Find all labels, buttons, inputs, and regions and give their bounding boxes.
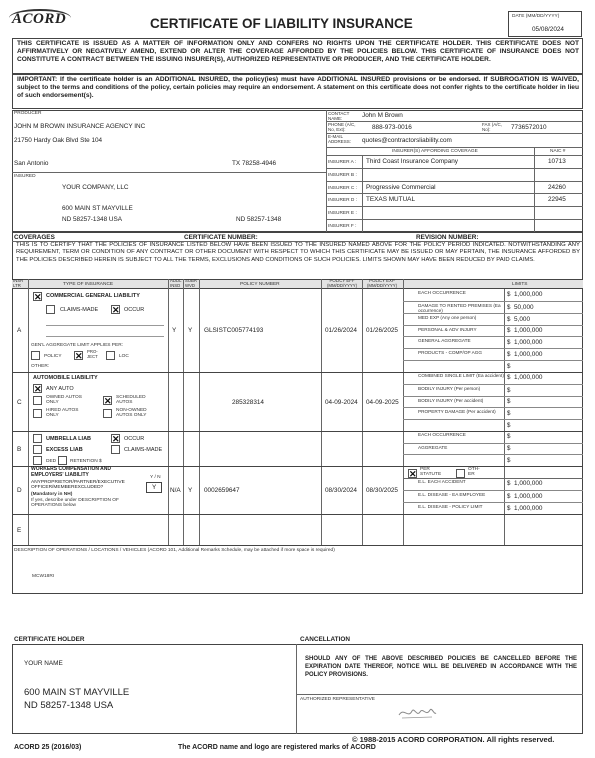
- col-exp: POLICY EXP (MM/DD/YYYY): [366, 278, 398, 288]
- description-text: MCW18RI: [32, 574, 55, 579]
- ded-label: DED: [46, 459, 57, 464]
- auto-policy-number: 285328314: [232, 399, 264, 406]
- contact-email-label: E-MAIL ADDRESS:: [328, 134, 352, 144]
- limit-label: AGGREGATE: [418, 444, 448, 450]
- limit-row: [403, 384, 583, 396]
- insurer-name: TEXAS MUTUAL: [366, 196, 416, 204]
- wc-answer: Y: [152, 484, 157, 491]
- limit-value: 1,000,000: [514, 505, 543, 512]
- limit-dollar-sign: $: [507, 480, 511, 487]
- trademark-notice: The ACORD name and logo are registered marks of ACORD: [178, 744, 376, 751]
- insurer-row: [326, 193, 583, 206]
- holder-name: YOUR NAME: [24, 660, 63, 667]
- acord-logo-mark: [9, 9, 71, 27]
- holder-city: ND 58257-1348 USA: [24, 700, 114, 711]
- insured-city: ND 58257-1348 USA: [62, 216, 123, 223]
- insurer-row: [326, 181, 583, 194]
- auto-insurer-letter: C: [17, 399, 22, 406]
- limit-label: GENERAL AGGREGATE: [418, 338, 471, 344]
- limit-label: EACH OCCURRENCE: [418, 290, 466, 295]
- acord-logo: ACORD: [12, 11, 67, 27]
- wc-limits: [403, 478, 583, 514]
- gl-blank-line-1: [46, 325, 164, 326]
- naic-label: NAIC #: [550, 149, 566, 154]
- col-line-4: [199, 279, 200, 545]
- limit-dollar-sign: $: [507, 410, 511, 418]
- limit-row: [403, 360, 583, 372]
- limit-label: PROPERTY DAMAGE (Per accident): [418, 409, 496, 415]
- wc-addl: N/A: [170, 487, 181, 494]
- retention-label: RETENTION $: [70, 459, 102, 464]
- any-auto-label: ANY AUTO: [46, 386, 74, 392]
- policy-checkbox[interactable]: [31, 351, 40, 360]
- copyright: © 1988-2015 ACORD CORPORATION. All rights reserved.: [352, 735, 555, 744]
- insurer-naic: 24260: [548, 183, 566, 191]
- limit-row: [403, 348, 583, 360]
- owned-autos-label: OWNED AUTOS ONLY: [46, 395, 82, 406]
- hired-autos-checkbox[interactable]: [33, 409, 42, 418]
- contact-rule-2: [326, 133, 583, 134]
- col-policy: POLICY NUMBER: [240, 282, 280, 287]
- excess-liab-checkbox[interactable]: [33, 445, 42, 454]
- description-label: DESCRIPTION OF OPERATIONS / LOCATIONS / VEHICLES (ACORD 101, Additional Remarks Schedule, may be attached if more space is required): [14, 548, 335, 553]
- insurer-label: INSURER D :: [328, 198, 358, 204]
- insured-name: YOUR COMPANY, LLC: [62, 184, 129, 191]
- col-subr: SUBR WVD: [185, 278, 197, 288]
- insured-state-zip: ND 58257-1348: [236, 216, 282, 223]
- limit-dollar-sign: $: [507, 363, 511, 371]
- insurer-naic: 22945: [548, 196, 566, 204]
- row-sep-wc: [12, 514, 583, 515]
- e-insurer-letter: E: [17, 527, 22, 534]
- wc-yn-label: Y / N: [150, 475, 161, 480]
- notice-text-2: IMPORTANT: If the certificate holder is an ADDITIONAL INSURED, the policy(ies) must have ADDITIONAL INSURED provisions or be endorsed. If SUBROGATION IS WAIVED, subject to the terms and conditions of the policy, certain policies may require an endorsement. A statement on this certificate does not confer rights to the certificate holder in lieu of such endorsement(s).: [17, 76, 579, 99]
- limit-row: [403, 454, 583, 466]
- limit-row: [403, 502, 583, 514]
- revision-number-label: REVISION NUMBER:: [416, 234, 479, 241]
- occur-checkbox[interactable]: ✕: [112, 305, 120, 315]
- authorized-rep-label: AUTHORIZED REPRESENTATIVE: [300, 697, 375, 702]
- loc-label: LOC: [119, 354, 129, 359]
- gl-limits: [403, 289, 583, 372]
- auto-title: AUTOMOBILE LIABILITY: [33, 375, 98, 381]
- col-limits: LIMITS: [512, 282, 528, 287]
- limit-dollar-sign: $: [507, 327, 511, 335]
- limit-value: 1,000,000: [514, 351, 543, 359]
- limit-dollar-sign: $: [507, 351, 511, 359]
- limit-row: [403, 419, 583, 431]
- contact-email: quotes@contractorsliability.com: [362, 137, 452, 144]
- limit-row: [403, 490, 583, 502]
- umbrella-claims-made-checkbox[interactable]: [111, 445, 120, 454]
- producer-state-zip: TX 78258-4946: [232, 160, 277, 167]
- insurer-name: Third Coast Insurance Company: [366, 158, 458, 165]
- col-line-3: [183, 279, 184, 545]
- limit-dollar-sign: $: [507, 386, 511, 394]
- gl-insurer-letter: A: [17, 327, 22, 334]
- signature-image: [396, 701, 438, 723]
- insured-label: INSURED: [14, 174, 36, 179]
- limit-dollar-sign: $: [507, 303, 511, 311]
- limit-row: [403, 396, 583, 408]
- ded-checkbox[interactable]: [33, 456, 42, 465]
- coverages-notice: THIS IS TO CERTIFY THAT THE POLICIES OF INSURANCE LISTED BELOW HAVE BEEN ISSUED TO THE INSURED NAMED ABOVE FOR THE POLICY PERIOD INDICATED. NOTWITHSTANDING ANY REQUIREMENT, TERM OR CONDITION OF ANY CONTRACT OR OTHER DOCUMENT WITH RESPECT TO WHICH THIS CERTIFICATE MAY BE ISSUED OR MAY PERTAIN, THE INSURANCE AFFORDED BY THE POLICIES DESCRIBED HEREIN IS SUBJECT TO ALL THE TERMS, EXCLUSIONS AND CONDITIONS OF SUCH POLICIES. LIMITS SHOWN MAY HAVE BEEN REDUCED BY PAID CLAIMS.: [16, 242, 580, 263]
- limit-row: [403, 289, 583, 301]
- oth-er-checkbox[interactable]: [456, 469, 465, 478]
- wc-eff: 08/30/2024: [325, 487, 357, 494]
- auto-eff: 04-09-2024: [325, 399, 358, 406]
- limit-value: 1,000,000: [514, 339, 543, 347]
- limit-dollar-sign: $: [507, 493, 511, 500]
- occur-label: OCCUR: [124, 307, 145, 313]
- limit-label: COMBINED SINGLE LIMIT (Ea accident): [418, 373, 504, 378]
- col-line-1: [28, 279, 29, 545]
- cancellation-text: SHOULD ANY OF THE ABOVE DESCRIBED POLICIES BE CANCELLED BEFORE THE EXPIRATION DATE THEREOF, NOTICE WILL BE DELIVERED IN ACCORDANCE WITH THE POLICY PROVISIONS.: [305, 656, 577, 678]
- date-value: 05/08/2024: [532, 26, 564, 33]
- limit-dollar-sign: $: [507, 315, 511, 323]
- limit-row: [403, 372, 583, 384]
- limit-dollar-sign: $: [507, 398, 511, 406]
- producer-street: 21750 Hardy Oak Blvd Ste 104: [14, 137, 103, 144]
- insurer-row: [326, 219, 583, 232]
- insurer-label: INSURER E :: [328, 211, 357, 217]
- cancellation-title: CANCELLATION: [300, 636, 350, 643]
- limit-label: BODILY INJURY (Per accident): [418, 397, 484, 403]
- gl-other-label: OTHER:: [31, 364, 50, 369]
- per-statute-label: PER STATUTE: [420, 467, 442, 478]
- certificate-title: CERTIFICATE OF LIABILITY INSURANCE: [150, 16, 413, 31]
- col-line-2: [168, 279, 169, 545]
- form-number: ACORD 25 (2016/03): [14, 744, 82, 751]
- any-auto-checkbox[interactable]: ✕: [34, 384, 42, 394]
- insurer-label: INSURER B :: [328, 172, 357, 178]
- insurer-row: [326, 168, 583, 181]
- limit-value: 1,000,000: [514, 493, 543, 500]
- wc-question: ANYPROPRIETOR/PARTNER/EXECUTIVE OFFICER/MEMBEREXCLUDED?: [31, 480, 125, 491]
- limit-dollar-sign: $: [507, 457, 511, 465]
- certificate-holder-title: CERTIFICATE HOLDER: [14, 636, 85, 643]
- holder-street: 600 MAIN ST MAYVILLE: [24, 687, 130, 698]
- wc-mandatory: (Mandatory in NH): [31, 492, 73, 497]
- insurer-row: [326, 206, 583, 219]
- hired-autos-label: HIRED AUTOS ONLY: [46, 408, 79, 419]
- holder-cancellation-divider: [296, 644, 297, 734]
- non-owned-autos-checkbox[interactable]: [103, 409, 112, 418]
- wc-exp: 08/30/2025: [366, 487, 398, 494]
- limit-dollar-sign: $: [507, 445, 511, 453]
- umbrella-occur-checkbox[interactable]: ✕: [112, 434, 120, 444]
- umbrella-insurer-letter: B: [17, 446, 22, 453]
- auto-exp: 04-09-2025: [366, 399, 399, 406]
- producer-name: JOHN M BROWN INSURANCE AGENCY INC: [14, 123, 146, 130]
- gl-eff: 01/26/2024: [325, 327, 357, 334]
- limit-label: PERSONAL & ADV INJURY: [418, 326, 477, 332]
- gl-blank-line-2: [46, 336, 164, 337]
- limit-label: E.L. EACH ACCIDENT: [418, 479, 466, 484]
- col-line-5: [321, 279, 322, 545]
- limit-dollar-sign: $: [507, 339, 511, 347]
- per-statute-checkbox[interactable]: ✕: [409, 469, 417, 479]
- contact-name: John M Brown: [362, 112, 403, 119]
- col-line-6: [362, 279, 363, 545]
- limit-label: E.L. DISEASE - EA EMPLOYEE: [418, 492, 486, 497]
- scheduled-autos-label: SCHEDULED AUTOS: [116, 395, 146, 406]
- insurer-label: INSURER F :: [328, 224, 357, 229]
- contact-rule-1: [326, 121, 583, 122]
- limit-row: [403, 313, 583, 325]
- producer-insured-divider: [12, 172, 326, 173]
- limit-label: EACH OCCURRENCE: [418, 432, 466, 437]
- limit-row: [403, 478, 583, 490]
- col-eff: POLICY EFF (MM/DD/YYYY): [326, 278, 358, 288]
- wc-title: WORKERS COMPENSATION AND EMPLOYERS' LIABILITY: [31, 466, 111, 478]
- gl-title: COMMERCIAL GENERAL LIABILITY: [46, 293, 140, 299]
- insurer-name: Progressive Commercial: [366, 183, 436, 191]
- limit-value: 1,000,000: [514, 373, 543, 381]
- contact-fax-label: FAX (A/C, No):: [482, 122, 503, 132]
- gl-policy-number: GLSISTC005774193: [204, 327, 264, 334]
- insurers-header: INSURER(S) AFFORDING COVERAGE: [392, 149, 478, 154]
- limit-row: [403, 407, 583, 419]
- limit-label: E.L. DISEASE - POLICY LIMIT: [418, 504, 483, 509]
- umbrella-limits: [403, 431, 583, 466]
- contact-fax: 7736572010: [511, 124, 547, 131]
- gl-addl: Y: [172, 327, 177, 334]
- limit-row: [403, 443, 583, 455]
- limit-dollar-sign: $: [507, 432, 511, 440]
- owned-autos-checkbox[interactable]: [33, 396, 42, 405]
- wc-policy-number: 0002659647: [204, 487, 240, 494]
- row-sep-e: [12, 545, 583, 546]
- contact-name-label: CONTACT NAME:: [328, 111, 350, 121]
- certificate-number-label: CERTIFICATE NUMBER:: [184, 234, 258, 241]
- col-insr-ltr: INSR LTR: [13, 278, 24, 288]
- insurer-row: [326, 155, 583, 168]
- umbrella-occur-label: OCCUR: [124, 436, 145, 442]
- limit-label: PRODUCTS - COMP/OP AGG: [418, 350, 482, 356]
- wc-subr: Y: [188, 487, 193, 494]
- contact-phone-label: PHONE (A/C, No, Ext):: [328, 122, 356, 132]
- limit-dollar-sign: $: [507, 505, 511, 512]
- gl-checkbox[interactable]: ✕: [34, 292, 42, 302]
- col-addl: ADDL INSD: [170, 278, 182, 288]
- claims-made-label: CLAIMS-MADE: [60, 307, 99, 313]
- contact-rule-3: [326, 147, 583, 148]
- limit-row: [403, 431, 583, 443]
- col-type: TYPE OF INSURANCE: [63, 282, 114, 287]
- limit-row: [403, 336, 583, 348]
- retention-checkbox[interactable]: [58, 456, 67, 465]
- limit-value: 1,000,000: [514, 327, 543, 335]
- coverages-title: COVERAGES: [14, 234, 55, 241]
- limit-label: BODILY INJURY (Per person): [418, 385, 481, 391]
- producer-label: PRODUCER: [14, 111, 42, 116]
- loc-checkbox[interactable]: [106, 351, 115, 360]
- auto-limits: [403, 372, 583, 431]
- insurer-label: INSURER A :: [328, 160, 357, 165]
- excess-liab-label: EXCESS LIAB: [46, 447, 83, 453]
- policy-label: POLICY: [44, 354, 62, 359]
- limit-value: 1,000,000: [514, 290, 543, 298]
- insured-street: 600 MAIN ST MAYVILLE: [62, 205, 133, 212]
- limit-value: 1,000,000: [514, 480, 543, 487]
- auth-rep-rule: [296, 694, 583, 695]
- notice-text-1: THIS CERTIFICATE IS ISSUED AS A MATTER OF INFORMATION ONLY AND CONFERS NO RIGHTS UPON THE CERTIFICATE HOLDER. THIS CERTIFICATE DOES NOT AFFIRMATIVELY OR NEGATIVELY AMEND, EXTEND OR ALTER THE COVERAGE AFFORDED BY THE POLICIES BELOW. THIS CERTIFICATE OF INSURANCE DOES NOT CONSTITUTE A CONTRACT BETWEEN THE ISSUING INSURER(S), AUTHORIZED REPRESENTATIVE OR PRODUCER, AND THE CERTIFICATE HOLDER.: [17, 40, 579, 63]
- limit-row: [403, 301, 583, 313]
- limit-label: MED EXP (Any one person): [418, 314, 477, 320]
- insurer-naic: 10713: [548, 158, 566, 165]
- limit-dollar-sign: $: [507, 290, 511, 298]
- gl-agg-label: GEN'L AGGREGATE LIMIT APPLIES PER:: [31, 343, 123, 348]
- limit-dollar-sign: $: [507, 422, 511, 430]
- date-label: DATE (MM/DD/YYYY): [512, 14, 560, 19]
- limit-row: [403, 325, 583, 337]
- scheduled-autos-checkbox[interactable]: ✕: [104, 396, 112, 406]
- insurer-label: INSURER C :: [328, 185, 358, 191]
- umbrella-claims-made-label: CLAIMS-MADE: [124, 447, 163, 453]
- limit-label: DAMAGE TO RENTED PREMISES (Ea occurrence): [418, 302, 501, 313]
- umbrella-liab-label: UMBRELLA LIAB: [46, 436, 92, 442]
- gl-exp: 01/26/2025: [366, 327, 398, 334]
- oth-er-label: OTH-ER: [468, 467, 480, 478]
- umbrella-liab-checkbox[interactable]: [33, 434, 42, 443]
- project-checkbox[interactable]: ✕: [75, 351, 83, 361]
- gl-subr: Y: [188, 327, 193, 334]
- non-owned-autos-label: NON-OWNED AUTOS ONLY: [116, 408, 147, 419]
- limit-value: 50,000: [514, 303, 534, 311]
- limit-value: 5,000: [514, 315, 530, 323]
- limit-dollar-sign: $: [507, 373, 511, 381]
- project-label: PRO-JECT: [87, 349, 98, 359]
- producer-city: San Antonio: [14, 160, 49, 167]
- claims-made-checkbox[interactable]: [46, 305, 55, 314]
- wc-describe: If yes, describe under DESCRIPTION OF OPERATIONS below: [31, 498, 119, 509]
- contact-phone: 888-973-0016: [372, 124, 412, 131]
- wc-insurer-letter: D: [17, 487, 22, 494]
